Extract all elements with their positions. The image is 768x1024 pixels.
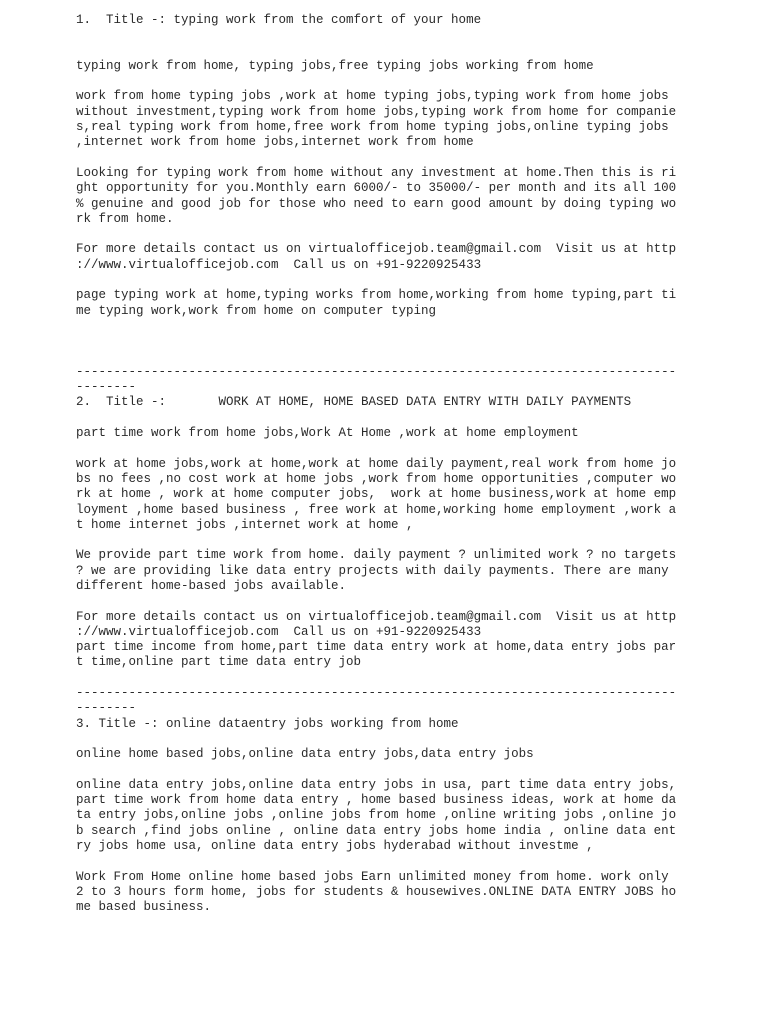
- text-line: Work From Home online home based jobs Earn unlimited money from home. work only: [76, 869, 669, 884]
- blank-line: [76, 671, 676, 686]
- text-line: ,internet work from home jobs,internet work from home: [76, 135, 474, 150]
- text-line: part time work from home jobs,Work At Home ,work at home employment: [76, 426, 579, 441]
- blank-line: [76, 227, 676, 242]
- blank-line: [76, 763, 676, 778]
- blank-line: [76, 151, 676, 166]
- blank-line: [76, 854, 676, 869]
- text-line: typing work from home, typing jobs,free typing jobs working from home: [76, 58, 594, 73]
- section-title: 1. Title -: typing work from the comfort of your home: [76, 13, 482, 27]
- text-line: ght opportunity for you.Monthly earn 6000/- to 35000/- per month and its all 100: [76, 181, 677, 196]
- text-line: online home based jobs,online data entry jobs,data entry jobs: [76, 747, 534, 762]
- separator-line: --------------------------------------------------------------------------------: [76, 686, 677, 701]
- text-line: ? we are providing like data entry projects with daily payments. There are many: [76, 563, 669, 578]
- text-line: rk at home , work at home computer jobs, work at home business,work at home emp: [76, 487, 677, 502]
- blank-line: [76, 44, 676, 59]
- text-line: For more details contact us on virtualofficejob.team@gmail.com Visit us at http: [76, 609, 677, 624]
- document-page: [76, 13, 676, 916]
- separator-line: --------: [76, 701, 137, 716]
- text-line: b search ,find jobs online , online data entry jobs home india , online data ent: [76, 823, 677, 838]
- blank-line: [76, 350, 676, 365]
- text-line: ://www.virtualofficejob.com Call us on +91-9220925433: [76, 624, 482, 639]
- text-line: For more details contact us on virtualofficejob.team@gmail.com Visit us at http: [76, 242, 677, 257]
- text-line: online data entry jobs,online data entry jobs in usa, part time data entry jobs,: [76, 777, 677, 792]
- blank-line: [76, 28, 676, 43]
- blank-line: [76, 594, 676, 609]
- text-line: me based business.: [76, 900, 212, 915]
- section-title: 3. Title -: online dataentry jobs working from home: [76, 716, 459, 731]
- text-line: s,real typing work from home,free work from home typing jobs,online typing jobs: [76, 120, 669, 135]
- blank-line: [76, 334, 676, 349]
- text-line: 2 to 3 hours form home, jobs for students & housewives.ONLINE DATA ENTRY JOBS ho: [76, 884, 677, 899]
- blank-line: [76, 732, 676, 747]
- blank-line: [76, 273, 676, 288]
- text-line: ta entry jobs,online jobs ,online jobs from home ,online writing jobs ,online jo: [76, 808, 677, 823]
- text-line: loyment ,home based business , free work at home,working home employment ,work a: [76, 502, 677, 517]
- text-line: part time work from home data entry , home based business ideas, work at home da: [76, 793, 677, 808]
- separator-line: --------------------------------------------------------------------------------: [76, 364, 677, 379]
- text-line: % genuine and good job for those who need to earn good amount by doing typing wo: [76, 196, 677, 211]
- text-line: Looking for typing work from home without any investment at home.Then this is ri: [76, 165, 677, 180]
- text-line: ://www.virtualofficejob.com Call us on +91-9220925433: [76, 257, 482, 272]
- text-line: bs no fees ,no cost work at home jobs ,work from home opportunities ,computer wo: [76, 471, 677, 486]
- text-line: without investment,typing work from home jobs,typing work from home for companie: [76, 104, 677, 119]
- text-line: part time income from home,part time data entry work at home,data entry jobs par: [76, 640, 677, 655]
- text-line: page typing work at home,typing works from home,working from home typing,part ti: [76, 288, 677, 303]
- separator-line: --------: [76, 380, 137, 395]
- text-line: t time,online part time data entry job: [76, 655, 362, 670]
- blank-line: [76, 74, 676, 89]
- section-title: 2. Title -: WORK AT HOME, HOME BASED DATA ENTRY WITH DAILY PAYMENTS: [76, 395, 632, 410]
- blank-line: [76, 533, 676, 548]
- text-line: work at home jobs,work at home,work at home daily payment,real work from home jo: [76, 456, 677, 471]
- text-line: me typing work,work from home on computer typing: [76, 303, 437, 318]
- text-line: work from home typing jobs ,work at home typing jobs,typing work from home jobs: [76, 89, 669, 104]
- blank-line: [76, 441, 676, 456]
- blank-line: [76, 319, 676, 334]
- text-line: t home internet jobs ,internet work at home ,: [76, 517, 414, 532]
- blank-line: [76, 411, 676, 426]
- text-line: different home-based jobs available.: [76, 578, 347, 593]
- text-line: ry jobs home usa, online data entry jobs hyderabad without investme ,: [76, 839, 594, 854]
- text-line: rk from home.: [76, 211, 174, 226]
- text-line: We provide part time work from home. daily payment ? unlimited work ? no targets: [76, 548, 677, 563]
